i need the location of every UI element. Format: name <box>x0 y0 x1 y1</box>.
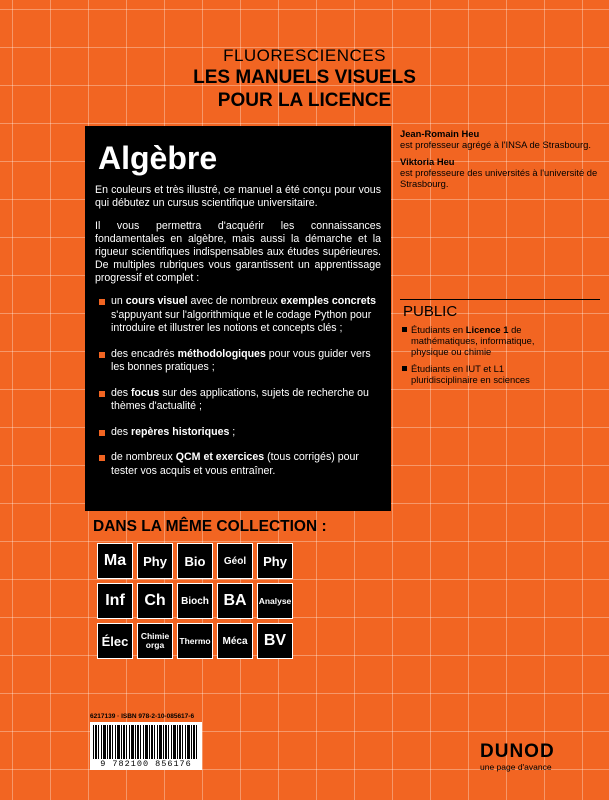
feature-item: des encadrés méthodologiques pour vous guider vers les bonnes pratiques ; <box>95 348 381 375</box>
barcode-bars <box>93 725 199 759</box>
barcode-digits: 9 782100 856176 <box>100 759 192 769</box>
authors-block <box>400 128 600 195</box>
collection-tile: Ma <box>97 543 133 579</box>
collection-tile: Thermo <box>177 623 213 659</box>
collection-tile: Phy <box>257 543 293 579</box>
isbn-text: 6217139 · ISBN 978-2-10-085617-6 <box>90 713 195 720</box>
public-heading: PUBLIC <box>403 303 458 320</box>
collection-tile: Bioch <box>177 583 213 619</box>
collection-tile: Élec <box>97 623 133 659</box>
public-divider <box>400 299 600 300</box>
bullet-square-icon <box>99 455 105 461</box>
intro-paragraph: En couleurs et très illustré, ce manuel a été conçu pour vous qui débutez un cursus scientifique universitaire. <box>95 184 381 209</box>
feature-item: un cours visuel avec de nombreux exemples concrets s'appuyant sur l'algorithmique et le codage Python pour introduire et illustrer les notions et concepts clés ; <box>95 295 381 336</box>
bullet-square-icon <box>99 299 105 305</box>
publisher-tagline: une page d'avance <box>480 762 552 772</box>
feature-item: des repères historiques ; <box>95 426 381 440</box>
collection-tile: Analyse <box>257 583 293 619</box>
collection-tile: Inf <box>97 583 133 619</box>
feature-list <box>95 295 381 478</box>
author-bio: est professeur agrégé à l'INSA de Strasbourg. <box>400 139 591 150</box>
collection-tile: Phy <box>137 543 173 579</box>
collection-tile: Ch <box>137 583 173 619</box>
audience-list <box>402 324 552 391</box>
collection-tile: Chimie orga <box>137 623 173 659</box>
body-paragraph: Il vous permettra d'acquérir les connaissances fondamentales en algèbre, mais aussi la démarche et la rigueur scientifiques indispensables aux études supérieures. De multiples rubriques vous garantissent un apprentissage progressif et complet : <box>95 220 381 284</box>
collection-tile: BV <box>257 623 293 659</box>
description-panel <box>85 126 391 511</box>
series-tagline-line2: POUR LA LICENCE <box>217 90 392 111</box>
collection-tile: Géol <box>217 543 253 579</box>
bullet-square-icon <box>99 391 105 397</box>
collection-tile: Méca <box>217 623 253 659</box>
collection-heading: DANS LA MÊME COLLECTION : <box>93 518 327 535</box>
bullet-square-icon <box>99 430 105 436</box>
barcode-block <box>90 713 202 770</box>
feature-item: de nombreux QCM et exercices (tous corrigés) pour tester vos acquis et vous entraîner. <box>95 451 381 478</box>
publisher-logo <box>480 742 570 772</box>
publisher-name: DUNOD <box>480 741 555 762</box>
book-title: Algèbre <box>98 140 218 176</box>
audience-item: Étudiants en IUT et L1 pluridisciplinaire en sciences <box>402 363 552 385</box>
collection-tile: BA <box>217 583 253 619</box>
feature-item: des focus sur des applications, sujets de recherche ou thèmes d'actualité ; <box>95 387 381 414</box>
barcode <box>90 722 202 770</box>
author-bio: est professeure des universités à l'université de Strasbourg. <box>400 167 598 189</box>
series-name: FLUORESCIENCES <box>223 46 386 65</box>
audience-item: Étudiants en Licence 1 de mathématiques, informatique, physique ou chimie <box>402 324 552 357</box>
series-tagline-line1: LES MANUELS VISUELS <box>193 67 416 88</box>
author-name: Viktoria Heu <box>400 156 455 167</box>
bullet-square-icon <box>402 366 407 371</box>
bullet-square-icon <box>99 352 105 358</box>
bullet-square-icon <box>402 327 407 332</box>
collection-tile: Bio <box>177 543 213 579</box>
author-name: Jean-Romain Heu <box>400 128 480 139</box>
